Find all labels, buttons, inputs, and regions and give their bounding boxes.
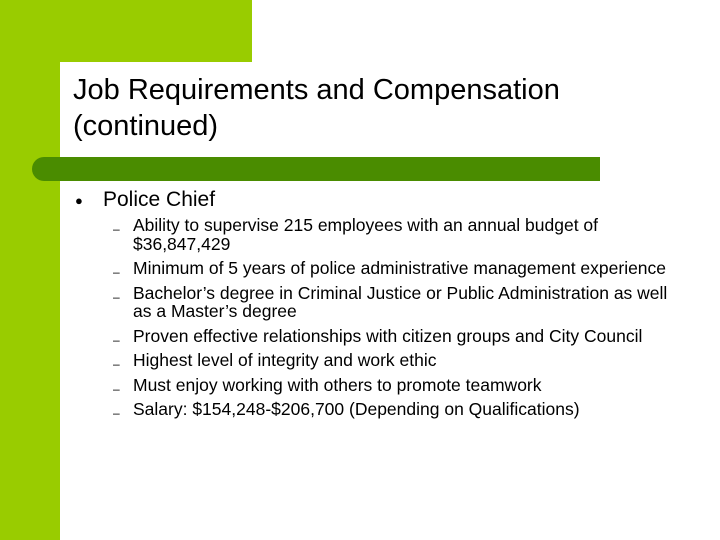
list-item [113,327,673,346]
dash-bullet-icon: – [113,265,120,279]
slide-title: Job Requirements and Compensation (continued) [73,74,560,142]
sub-bullet-list [113,216,673,425]
list-item [113,216,673,253]
dash-bullet-icon: – [113,406,120,420]
title-underline-bar [32,157,600,181]
list-item [113,351,673,370]
list-item [113,284,673,321]
top-accent-block [0,0,252,62]
level1-bullet-text: Police Chief [103,188,216,211]
left-accent-band [0,0,60,540]
list-item-text: Highest level of integrity and work ethic [133,350,437,370]
dash-bullet-icon: – [113,357,120,371]
list-item-text: Minimum of 5 years of police administrative management experience [133,258,667,278]
list-item-text: Ability to supervise 215 employees with an annual budget of $36,847,429 [133,215,599,254]
list-item-text: Salary: $154,248-$206,700 (Depending on Qualifications) [133,399,580,419]
dash-bullet-icon: – [113,222,120,236]
list-item-text: Bachelor’s degree in Criminal Justice or Public Administration as well as a Master’s degree [133,282,668,321]
bullet-icon: ● [75,193,83,208]
list-item [113,400,673,419]
list-item [113,376,673,395]
dash-bullet-icon: – [113,332,120,347]
dash-bullet-icon: – [113,289,120,304]
list-item-text: Must enjoy working with others to promote teamwork [133,374,542,395]
list-item [113,259,673,278]
dash-bullet-icon: – [113,381,120,396]
list-item-text: Proven effective relationships with citizen groups and City Council [133,325,643,346]
